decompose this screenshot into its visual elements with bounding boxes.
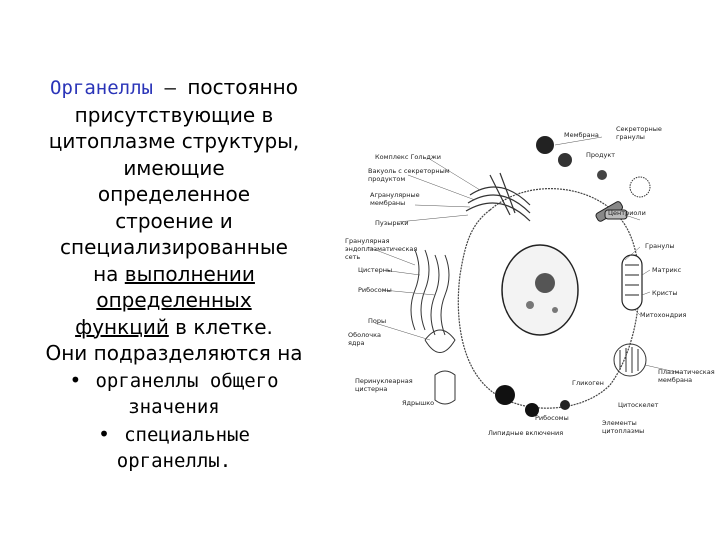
label-vacuole-2: продуктом: [368, 175, 406, 183]
label-nuclear-envelope-2: ядра: [348, 339, 365, 347]
nucleus-dot: [552, 307, 558, 313]
label-nuclear-envelope-1: Оболочка: [348, 331, 381, 339]
granular-er-shape: [411, 250, 449, 335]
label-granules: Гранулы: [645, 242, 675, 250]
label-cytoplasm-elements-2: цитоплазмы: [602, 427, 645, 435]
label-membrane: Мембрана: [564, 131, 599, 139]
definition-line-7: специализированные: [60, 235, 288, 259]
label-pores: Поры: [368, 317, 387, 325]
label-granular-er-3: сеть: [345, 253, 361, 261]
golgi-shape: [466, 173, 530, 221]
label-secretory-granules-2: гранулы: [616, 133, 645, 141]
definition-line-1-rest: постоянно: [187, 75, 298, 99]
label-cytoskeleton: Цитоскелет: [618, 401, 659, 409]
label-product: Продукт: [586, 151, 616, 159]
lipid-inclusion-shape: [560, 400, 570, 410]
label-granular-er-1: Гранулярная: [345, 237, 390, 245]
term-dash: –: [153, 77, 188, 99]
label-glycogen: Гликоген: [572, 379, 604, 387]
label-cytoplasm-elements-1: Элементы: [602, 419, 637, 427]
label-ribosomes-2: Рибосомы: [535, 414, 569, 422]
bullet-item-general: [14, 367, 334, 395]
term-organelles: Органеллы: [50, 77, 153, 99]
cell-organelles-diagram: [340, 115, 720, 445]
label-cisterns: Цистерны: [358, 266, 393, 274]
secretory-granule-shape: [630, 177, 650, 197]
nucleolus-shape: [535, 273, 555, 293]
definition-line-8-underlined: выполнении: [124, 261, 255, 286]
label-granular-er-2: эндоплазматическая: [345, 245, 418, 253]
definition-line-2: присутствующие в: [74, 102, 274, 127]
mitochondrion-shape: [622, 255, 642, 310]
nuclear-envelope-shape: [425, 330, 455, 404]
bullet-general-line-2: значения: [128, 396, 220, 418]
label-golgi: Комплекс Гольджи: [375, 153, 441, 161]
definition-line-4: имеющие: [123, 155, 225, 180]
lipid-inclusion-shape: [495, 385, 515, 405]
subdivision-intro: Они подразделяются на: [45, 341, 303, 365]
label-perinuclear-1: Перинуклеарная: [355, 377, 413, 385]
label-vesicles: Пузырьки: [375, 219, 409, 227]
label-nucleolus: Ядрышко: [402, 399, 435, 407]
label-secretory-granules-1: Секреторные: [616, 125, 662, 133]
label-agranular-2: мембраны: [370, 199, 406, 207]
label-perinuclear-2: цистерна: [355, 385, 388, 393]
secretory-granule-shape: [536, 136, 554, 154]
label-agranular-1: Агранулярные: [370, 191, 420, 199]
nucleus-dot: [526, 301, 534, 309]
bullet-special-line-2: органеллы.: [116, 450, 232, 472]
label-matrix: Матрикс: [652, 266, 682, 274]
definition-text: [14, 74, 334, 475]
definition-line-10: [14, 314, 334, 341]
definition-line-6: строение и: [115, 208, 233, 233]
bullet-marker: •: [69, 367, 82, 392]
label-plasma-membrane-1: Плазматическая: [658, 368, 715, 376]
label-cristae: Кристы: [652, 289, 678, 297]
label-vacuole-1: Вакуоль с секреторным: [368, 167, 450, 175]
label-centrioles: Центриоли: [608, 209, 646, 217]
definition-line-8-pre: на: [93, 261, 125, 286]
definition-line-3: цитоплазме структуры,: [48, 129, 300, 153]
cytoskeleton-shape: [614, 344, 646, 376]
bullet-marker: •: [98, 421, 110, 446]
bullet-general-line-1: органеллы общего: [95, 369, 279, 392]
definition-line-1: [14, 74, 334, 102]
definition-line-9: определенных: [96, 288, 252, 312]
definition-line-5: определенное: [97, 182, 251, 206]
bullet-special-line-1: специальные: [124, 423, 250, 446]
label-lipid-inclusions: Липидные включения: [488, 429, 564, 437]
label-ribosomes: Рибосомы: [358, 286, 392, 294]
bullet-item-special: [14, 421, 334, 449]
label-mitochondrion: Митохондрия: [640, 311, 687, 319]
definition-line-8: [14, 261, 334, 288]
definition-line-10-underlined: функций: [75, 314, 169, 339]
secretory-granule-shape: [558, 153, 572, 167]
definition-line-10-rest: в клетке.: [168, 314, 273, 339]
label-plasma-membrane-2: мембрана: [658, 376, 693, 384]
secretory-granule-shape: [597, 170, 607, 180]
